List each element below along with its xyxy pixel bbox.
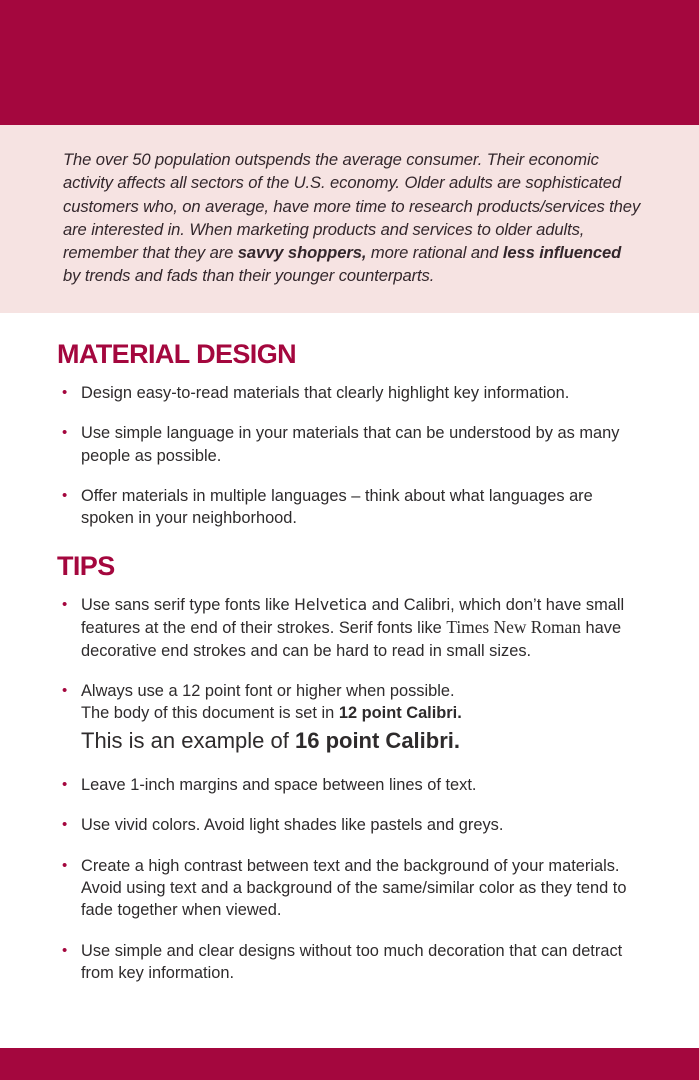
intro-text: by trends and fads than their younger counterparts. [63, 266, 435, 286]
bullet-icon: • [62, 682, 68, 700]
size-tip-line2-text: The body of this document is set in [81, 704, 339, 723]
page-content [0, 339, 699, 985]
bullet-icon: • [62, 487, 68, 504]
intro-box [0, 125, 699, 313]
fonts-tip-text: have decorative end strokes and can be hard to read in small sizes. [81, 619, 622, 660]
bullet-icon: • [62, 595, 68, 613]
tips-heading: TIPS [57, 550, 115, 581]
intro-bold-savvy-shoppers: savvy shoppers, [237, 243, 367, 263]
size-tip-line1: Always use a 12 point font or higher when possible. [81, 682, 455, 701]
intro-bold-less-influenced: less influenced [502, 243, 622, 263]
bullet-icon: • [62, 424, 68, 442]
list-item-text: Create a high contrast between text and the background of your materials. Avoid using text and a background of the same/similar color as they tend to fade together when viewed. [81, 856, 627, 920]
material-design-list [57, 382, 649, 530]
list-item [62, 382, 649, 404]
size-tip-line2 [81, 702, 649, 724]
list-item-text: Leave 1-inch margins and space between lines of text. [81, 775, 477, 794]
list-item [62, 814, 649, 836]
tips-list [57, 594, 649, 985]
bullet-icon: • [62, 816, 68, 834]
intro-text: more rational and [366, 243, 503, 263]
bullet-icon: • [62, 941, 68, 959]
intro-text: The over 50 population outspends the average consumer. Their economic activity affects all sectors of the U.S. economy. Older adults are sophisticated customers who, on average, have more time to research products/services they are interested in. When marketing products and services to older adults, remember that they are [63, 150, 641, 263]
times-new-roman-sample-text: Times New Roman [446, 617, 581, 638]
list-item-text: Design easy-to-read materials that clearly highlight key information. [81, 383, 570, 402]
list-item [62, 485, 649, 530]
list-item [62, 774, 649, 796]
list-item [62, 940, 649, 985]
material-design-heading: MATERIAL DESIGN [57, 338, 297, 369]
list-item-text [81, 680, 649, 756]
bullet-icon: • [62, 856, 68, 874]
list-item-text [81, 594, 649, 662]
fonts-tip-text: Use sans serif type fonts like [81, 595, 295, 614]
top-band [0, 0, 699, 125]
list-item [62, 594, 649, 662]
size-tip-line3 [81, 725, 649, 756]
list-item-text: Use vivid colors. Avoid light shades like pastels and greys. [81, 816, 504, 835]
list-item [62, 680, 649, 756]
fonts-tip-text: and Calibri, which don’t have small features at the end of their strokes. Serif fonts like [81, 595, 625, 638]
list-item-text: Offer materials in multiple languages – think about what languages are spoken in your neighborhood. [81, 487, 593, 528]
bullet-icon: • [62, 775, 68, 793]
list-item [62, 422, 649, 467]
list-item-text: Use simple and clear designs without too much decoration that can detract from key information. [81, 941, 623, 983]
bullet-icon: • [62, 383, 68, 401]
twelve-point-calibri-bold: 12 point Calibri. [338, 704, 462, 723]
bottom-band [0, 1048, 699, 1080]
helvetica-sample-text: Helvetica [294, 595, 368, 614]
size-tip-line3-text: This is an example of [81, 727, 295, 753]
intro-paragraph [63, 148, 643, 288]
sixteen-point-calibri-bold: 16 point Calibri. [294, 727, 461, 753]
list-item [62, 855, 649, 922]
list-item-text: Use simple language in your materials that can be understood by as many people as possible. [81, 424, 620, 465]
